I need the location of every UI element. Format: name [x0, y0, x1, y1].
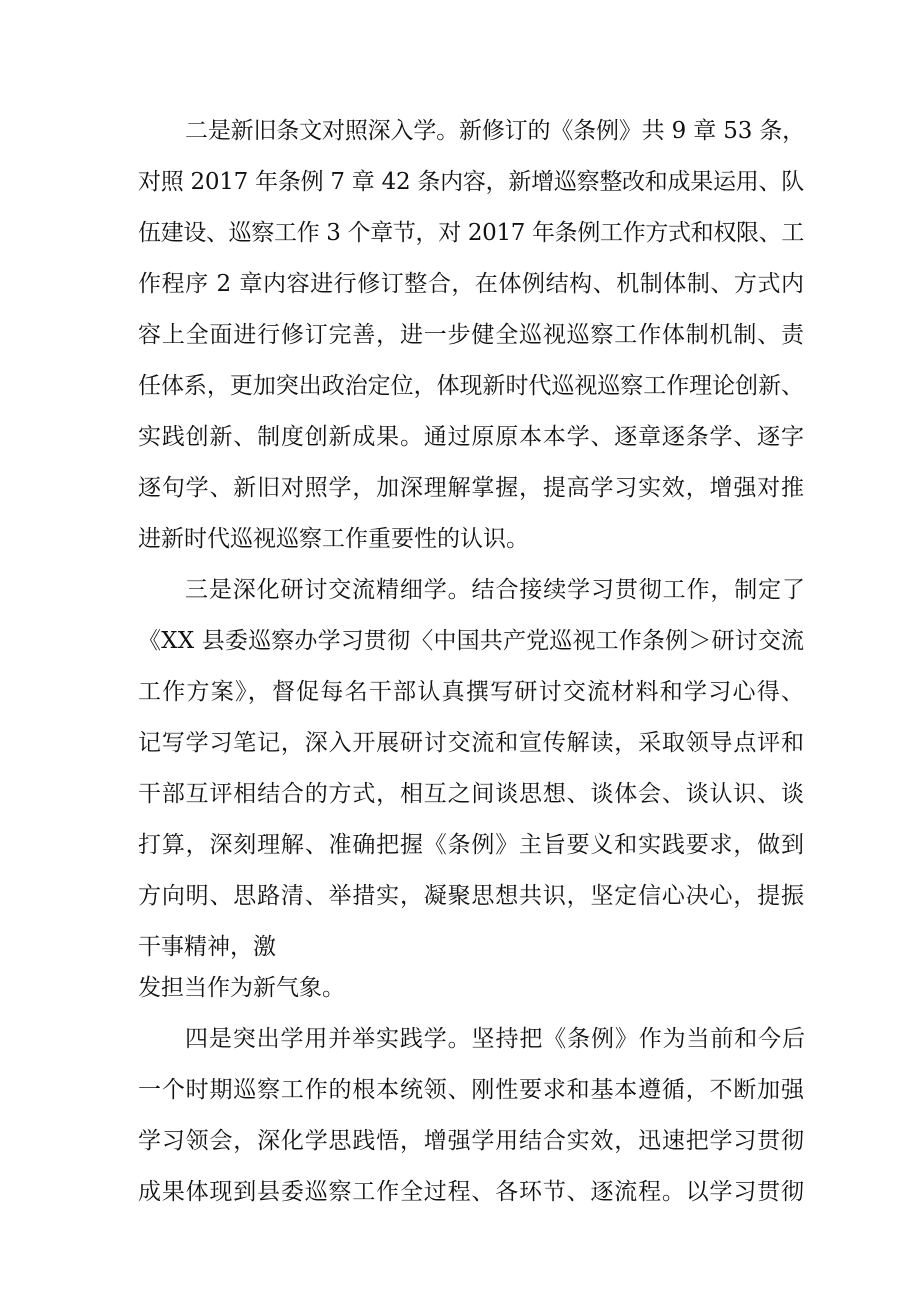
p4-line-2: 一个时期巡察工作的根本统领、刚性要求和基本遵循，不断加强: [138, 1077, 805, 1103]
p4-line-1: 四是突出学用并举实践学。坚持把《条例》作为当前和今后: [185, 1026, 806, 1052]
p2-line-5: 容上全面进行修订完善，进一步健全巡视巡察工作体制机制、责: [138, 322, 805, 348]
p3-line-1: 三是深化研讨交流精细学。结合接续学习贯彻工作，制定了: [185, 577, 806, 603]
p2-line-7: 实践创新、制度创新成果。通过原原本本学、逐章逐条学、逐字: [138, 424, 805, 450]
p4-line-4: 成果体现到县委巡察工作全过程、各环节、逐流程。以学习贯彻: [138, 1179, 805, 1205]
p3-line-6: 打算，深刻理解、准确把握《条例》主旨要义和实践要求，做到: [138, 832, 805, 858]
p2-line-3: 伍建设、巡察工作 3 个章节，对 2017 年条例工作方式和权限、工: [138, 220, 804, 246]
p2-line-6: 任体系，更加突出政治定位，体现新时代巡视巡察工作理论创新、: [138, 373, 805, 399]
p2-line-4: 作程序 2 章内容进行修订整合，在体例结构、机制体制、方式内: [138, 271, 805, 297]
p2-line-1: 二是新旧条文对照深入学。新修订的《条例》共 9 章 53 条，: [185, 118, 805, 144]
p3-line-2: 《XX 县委巡察办学习贯彻〈中国共产党巡视工作条例＞研讨交流: [138, 628, 805, 654]
p3-line-7: 方向明、思路清、举措实，凝聚思想共识，坚定信心决心，提振: [138, 883, 805, 909]
p3-line-5: 干部互评相结合的方式，相互之间谈思想、谈体会、谈认识、谈: [138, 781, 805, 807]
p3-line-9: 发担当作为新气象。: [138, 975, 345, 1001]
p2-line-9: 进新时代巡视巡察工作重要性的认识。: [138, 526, 529, 552]
p4-line-3: 学习领会，深化学思践悟，增强学用结合实效，迅速把学习贯彻: [138, 1128, 805, 1154]
p2-line-8: 逐句学、新旧对照学，加深理解掌握，提高学习实效，增强对推: [138, 475, 805, 501]
p3-line-3: 工作方案》，督促每名干部认真撰写研讨交流材料和学习心得、: [138, 679, 806, 705]
p2-line-2: 对照 2017 年条例 7 章 42 条内容，新增巡察整改和成果运用、队: [138, 169, 804, 195]
p3-line-4: 记写学习笔记，深入开展研讨交流和宣传解读，采取领导点评和: [138, 730, 805, 756]
p3-line-8: 干事精神，激: [138, 934, 276, 960]
